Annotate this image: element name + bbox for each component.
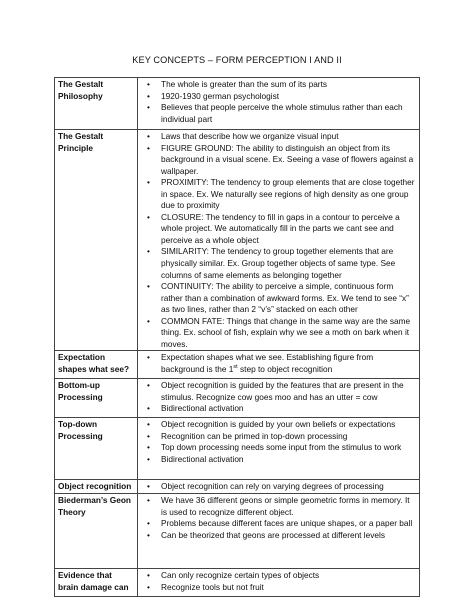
- list-item: • Bidirectional activation: [141, 403, 416, 415]
- description-cell: [138, 351, 420, 379]
- bullet-list: [141, 419, 416, 465]
- list-item: • Top down processing needs some input from the stimulus to work: [141, 442, 416, 454]
- concept-label: Object recognition: [58, 481, 132, 492]
- description-cell: [138, 480, 420, 494]
- list-item: • Laws that describe how we organize visual input: [141, 131, 416, 143]
- table-row: [55, 569, 420, 597]
- concept-label: Expectation shapes what see?: [58, 352, 130, 374]
- concept-label: Bottom-up Processing: [58, 380, 103, 402]
- description-cell: [138, 130, 420, 351]
- bullet-list: [141, 481, 416, 493]
- bullet-list: [141, 380, 416, 415]
- table-row: [55, 418, 420, 480]
- description-cell: [138, 418, 420, 480]
- concept-cell: [55, 418, 138, 480]
- list-item: • Object recognition can rely on varying degrees of processing: [141, 481, 416, 493]
- list-item: • FIGURE GROUND: The ability to distinguish an object from its background in a visual scene. Ex. Seeing a vase of flowers against a wallpaper.: [141, 143, 416, 178]
- table-row: [55, 351, 420, 379]
- concept-cell: [55, 494, 138, 569]
- concept-label: Top-down Processing: [58, 419, 103, 441]
- description-cell: [138, 379, 420, 418]
- list-item: • CLOSURE: The tendency to fill in gaps in a contour to perceive a whole project. We automatically fill in the parts we cant see and perceive as a whole object: [141, 212, 416, 247]
- concept-cell: [55, 130, 138, 351]
- list-item: • We have 36 different geons or simple geometric forms in memory. It is used to recognize different object.: [141, 495, 416, 518]
- concept-cell: [55, 78, 138, 130]
- list-item: • The whole is greater than the sum of its parts: [141, 79, 416, 91]
- table-row: [55, 379, 420, 418]
- concept-label: Evidence that brain damage can: [58, 570, 129, 592]
- concept-label: The Gestalt Philosophy: [58, 79, 104, 101]
- ordinal-suffix: st: [233, 364, 238, 371]
- table-row: [55, 494, 420, 569]
- concept-cell: [55, 480, 138, 494]
- list-item: • CONTINUITY: The ability to perceive a simple, continuous form rather than a combination of awkward forms. Ex. We tend to see “x” as two lines, rather than 2 “v’s” stacked on each other: [141, 281, 416, 316]
- bullet-list: [141, 131, 416, 350]
- table-row: [55, 480, 420, 494]
- list-item: • SIMILARITY: The tendency to group together elements that are physically similar. Ex. Group together objects of same type. See columns of same elements as belonging together: [141, 246, 416, 281]
- list-item: • Object recognition is guided by the features that are present in the stimulus. Recognize cow goes moo and has an utter = cow: [141, 380, 416, 403]
- list-item: • 1920-1930 german psychologist: [141, 91, 416, 103]
- bullet-list: [141, 352, 416, 375]
- bullet-list: [141, 495, 416, 541]
- bullet-list: [141, 79, 416, 125]
- list-item: • Recognize tools but not fruit: [141, 582, 416, 594]
- concept-label: Biederman’s Geon Theory: [58, 495, 132, 517]
- key-concepts-table: [54, 77, 420, 597]
- document-title: KEY CONCEPTS – FORM PERCEPTION I AND II: [132, 55, 342, 65]
- concept-cell: [55, 351, 138, 379]
- list-item-text: step to object recognition: [237, 363, 333, 374]
- table-row: [55, 130, 420, 351]
- list-item: [141, 352, 416, 375]
- list-item-text: Expectation shapes what we see. Establishing figure from background is the 1: [161, 352, 374, 374]
- description-cell: [138, 494, 420, 569]
- description-cell: [138, 569, 420, 597]
- description-cell: [138, 78, 420, 130]
- concept-label: The Gestalt Principle: [58, 131, 104, 153]
- list-item: • Bidirectional activation: [141, 454, 416, 466]
- list-item: • COMMON FATE: Things that change in the same way are the same thing. Ex. school of fish, explain why we see a moth on bark when it moves.: [141, 316, 416, 351]
- list-item: • Can only recognize certain types of objects: [141, 570, 416, 582]
- list-item: • Can be theorized that geons are processed at different levels: [141, 530, 416, 542]
- list-item: • PROXIMITY: The tendency to group elements that are close together in space. Ex. We naturally see regions of high density as one group due to proximity: [141, 177, 416, 212]
- bullet-list: [141, 570, 416, 593]
- list-item: • Recognition can be primed in top-down processing: [141, 431, 416, 443]
- list-item: • Problems because different faces are unique shapes, or a paper ball: [141, 518, 416, 530]
- concept-cell: [55, 569, 138, 597]
- table-row: [55, 78, 420, 130]
- list-item: • Believes that people perceive the whole stimulus rather than each individual part: [141, 102, 416, 125]
- list-item: • Object recognition is guided by your own beliefs or expectations: [141, 419, 416, 431]
- concept-cell: [55, 379, 138, 418]
